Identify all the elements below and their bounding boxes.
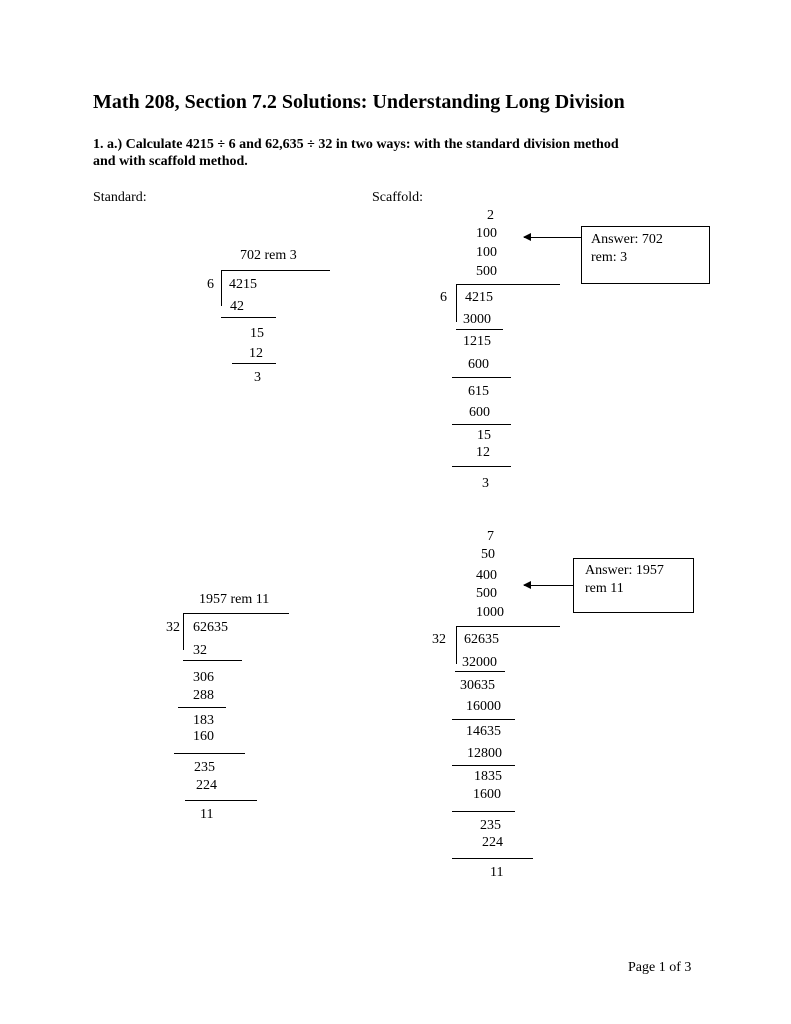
answer-text: Answer: 1957 — [585, 563, 664, 578]
step: 32000 — [462, 655, 497, 670]
step: 42 — [230, 299, 244, 314]
step: 235 — [194, 760, 215, 775]
subtraction-line — [452, 377, 511, 378]
step: 1835 — [474, 769, 502, 784]
step: 12 — [476, 445, 490, 460]
divisor: 6 — [440, 290, 447, 305]
subtraction-line — [221, 317, 276, 318]
division-bracket — [456, 284, 457, 322]
answer-box — [581, 226, 710, 284]
subtraction-line — [452, 424, 511, 425]
remainder: 3 — [254, 370, 261, 385]
step: 288 — [193, 688, 214, 703]
subtraction-line — [455, 671, 505, 672]
subtraction-line — [452, 811, 515, 812]
step: 600 — [468, 357, 489, 372]
partial-quotient: 100 — [476, 245, 497, 260]
partial-quotient: 100 — [476, 226, 497, 241]
partial-quotient: 500 — [476, 586, 497, 601]
partial-quotient: 7 — [487, 529, 494, 544]
divisor: 6 — [207, 277, 214, 292]
division-bracket — [456, 626, 457, 664]
division-bar — [183, 613, 289, 614]
subtraction-line — [174, 753, 245, 754]
partial-quotient: 1000 — [476, 605, 504, 620]
step: 15 — [250, 326, 264, 341]
division-bar — [456, 284, 560, 285]
question-line-2: and with scaffold method. — [93, 154, 248, 169]
subtraction-line — [183, 660, 242, 661]
partial-quotient: 400 — [476, 568, 497, 583]
dividend: 62635 — [193, 620, 228, 635]
answer-box — [573, 558, 694, 613]
partial-quotient: 50 — [481, 547, 495, 562]
division-bar — [221, 270, 330, 271]
subtraction-line — [452, 466, 511, 467]
dividend: 4215 — [229, 277, 257, 292]
remainder: 11 — [490, 865, 504, 880]
standard-label: Standard: — [93, 190, 147, 205]
step: 12 — [249, 346, 263, 361]
subtraction-line — [232, 363, 276, 364]
partial-quotient: 2 — [487, 208, 494, 223]
division-bar — [456, 626, 560, 627]
subtraction-line — [452, 858, 533, 859]
step: 224 — [482, 835, 503, 850]
step: 235 — [480, 818, 501, 833]
question-line-1: 1. a.) Calculate 4215 ÷ 6 and 62,635 ÷ 32 in two ways: with the standard division method — [93, 137, 619, 152]
step: 600 — [469, 405, 490, 420]
scaffold-label: Scaffold: — [372, 190, 424, 205]
remainder: 11 — [200, 807, 214, 822]
dividend: 4215 — [465, 290, 493, 305]
remainder: 3 — [482, 476, 489, 491]
partial-quotient: 500 — [476, 264, 497, 279]
step: 183 — [193, 713, 214, 728]
step: 306 — [193, 670, 214, 685]
divisor: 32 — [432, 632, 446, 647]
page-title: Math 208, Section 7.2 Solutions: Understanding Long Division — [93, 91, 625, 113]
answer-remainder: rem 11 — [585, 581, 624, 596]
step: 15 — [477, 428, 491, 443]
dividend: 62635 — [464, 632, 499, 647]
page-number: Page 1 of 3 — [628, 960, 692, 975]
step: 615 — [468, 384, 489, 399]
step: 30635 — [460, 678, 495, 693]
division-bracket — [221, 270, 222, 306]
subtraction-line — [452, 719, 515, 720]
subtraction-line — [452, 765, 515, 766]
step: 12800 — [467, 746, 502, 761]
step: 1600 — [473, 787, 501, 802]
answer-remainder: rem: 3 — [591, 250, 628, 265]
step: 3000 — [463, 312, 491, 327]
quotient: 702 rem 3 — [240, 248, 297, 263]
subtraction-line — [456, 329, 503, 330]
arrow-left-icon — [524, 237, 581, 238]
step: 1215 — [463, 334, 491, 349]
arrow-left-icon — [524, 585, 573, 586]
answer-text: Answer: 702 — [591, 232, 663, 247]
step: 32 — [193, 643, 207, 658]
quotient: 1957 rem 11 — [199, 592, 270, 607]
step: 224 — [196, 778, 217, 793]
subtraction-line — [178, 707, 226, 708]
division-bracket — [183, 613, 184, 650]
divisor: 32 — [166, 620, 180, 635]
step: 14635 — [466, 724, 501, 739]
subtraction-line — [185, 800, 257, 801]
step: 160 — [193, 729, 214, 744]
step: 16000 — [466, 699, 501, 714]
